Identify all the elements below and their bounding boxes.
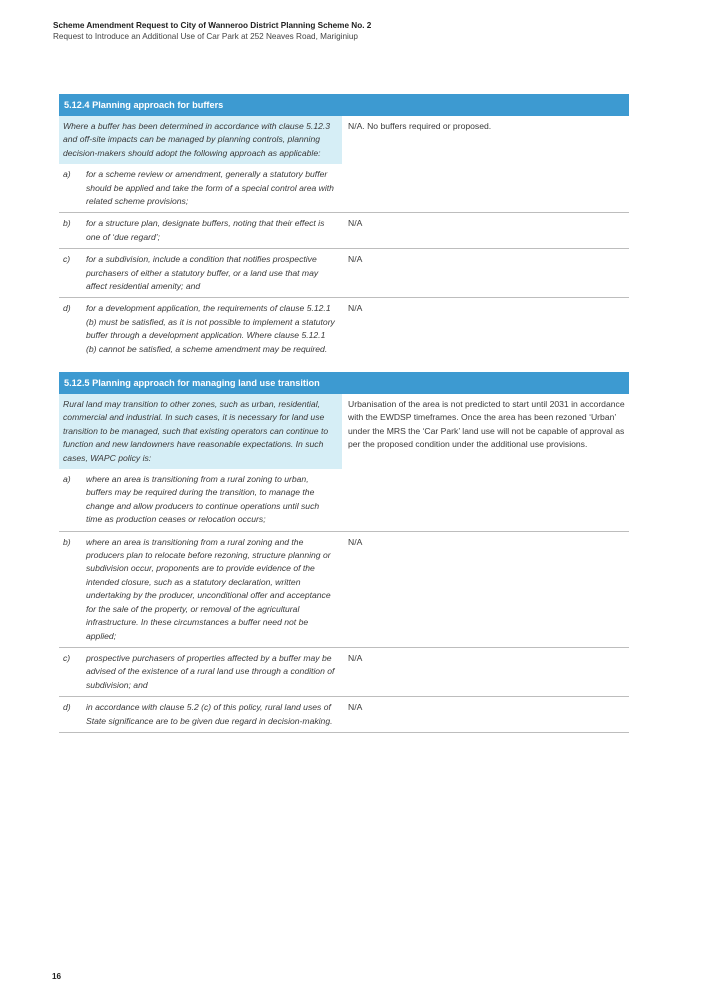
item-letter: a) (63, 169, 71, 180)
table-row (59, 648, 629, 697)
item-text: for a structure plan, designate buffers, noting that their effect is one of ‘due regard’; (86, 218, 325, 242)
table-row (59, 213, 629, 249)
list-item (59, 164, 342, 212)
item-letter: d) (63, 303, 71, 314)
response-cell: N/A (348, 303, 363, 314)
left-column (59, 116, 342, 212)
response-cell: N/A (348, 536, 363, 547)
list-item (59, 648, 342, 696)
item-text: where an area is transitioning from a rural zoning to urban, buffers may be required during the transition, to manage the change and allow producers to continue operations until such time as production ceases or relocation occurs; (86, 474, 320, 525)
left-column (59, 394, 342, 531)
item-letter: d) (63, 702, 71, 713)
response-cell: N/A (348, 254, 363, 265)
item-letter: c) (63, 652, 71, 663)
intro-cell: Rural land may transition to other zones, such as urban, residential, commercial and industrial. In such cases, it is necessary for land use transition to be managed, such that existing operators can continue to function and new landowners have reasonable expectations. In such cases, WAPC policy is: (59, 394, 342, 469)
intro-cell: Where a buffer has been determined in accordance with clause 5.12.3 and off-site impacts can be managed by planning controls, planning decision-makers should adopt the following approach as applicable: (59, 116, 342, 164)
item-text: for a scheme review or amendment, generally a statutory buffer should be applied and take the form of a special control area with related scheme provisions; (86, 169, 334, 207)
response-cell: N/A (348, 218, 363, 229)
item-text: for a development application, the requirements of clause 5.12.1 (b) must be satisfied, as it is not possible to implement a statutory buffer through a development application. Where clause 5.12.1 (b) cannot be satisfied, a scheme amendment may be required. (86, 303, 335, 354)
item-letter: b) (63, 218, 71, 229)
page-number: 16 (52, 972, 62, 981)
response-cell: N/A (348, 652, 363, 663)
response-cell: Urbanisation of the area is not predicted to start until 2031 in accordance with the EWDSP timeframes. Once the area has been rezoned ‘Urban’ under the MRS the ‘Car Park’ land use will not be capable of approval as per the proposed condition under the additional use provisions. (348, 399, 625, 450)
item-text: for a subdivision, include a condition that notifies prospective purchasers of either a statutory buffer, or a land use that may affect residential amenity; and (86, 254, 319, 292)
item-letter: a) (63, 474, 71, 485)
list-item (59, 249, 342, 297)
table-row (59, 532, 629, 648)
list-item (59, 213, 342, 248)
buffers-table (59, 94, 629, 360)
item-letter: c) (63, 254, 71, 265)
table-row (59, 394, 629, 531)
item-text: in accordance with clause 5.2 (c) of this policy, rural land uses of State significance are to be given due regard in decision-making. (86, 702, 333, 726)
item-text: where an area is transitioning from a rural zoning and the producers plan to relocate before rezoning, structure planning or subdivision occur, proponents are to provide evidence of the intended closure, such as a statutory declaration, written undertaking by the producer, unconditional offer and acceptance for the sale of the property, or removal of the agricultural infrastructure. In these circumstances a buffer need not be applied; (86, 536, 331, 641)
item-text: prospective purchasers of properties affected by a buffer may be advised of the existence of a rural land use through a condition of subdivision; and (86, 652, 335, 690)
document-title: Scheme Amendment Request to City of Wanneroo District Planning Scheme No. 2 (53, 21, 372, 30)
response-cell: N/A (348, 702, 363, 713)
section-header-buffers: 5.12.4 Planning approach for buffers (59, 94, 629, 116)
response-cell: N/A. No buffers required or proposed. (348, 121, 492, 131)
page-header (53, 20, 371, 42)
list-item (59, 532, 342, 647)
section-header-land-use-transition: 5.12.5 Planning approach for managing land use transition (59, 372, 629, 394)
list-item (59, 469, 342, 531)
item-letter: b) (63, 536, 71, 547)
document-subtitle: Request to Introduce an Additional Use of Car Park at 252 Neaves Road, Mariginiup (53, 32, 358, 41)
table-row (59, 249, 629, 298)
table-row (59, 116, 629, 212)
list-item (59, 697, 342, 732)
land-use-transition-table (59, 372, 629, 733)
list-item (59, 298, 342, 360)
table-row (59, 298, 629, 360)
table-row (59, 697, 629, 733)
